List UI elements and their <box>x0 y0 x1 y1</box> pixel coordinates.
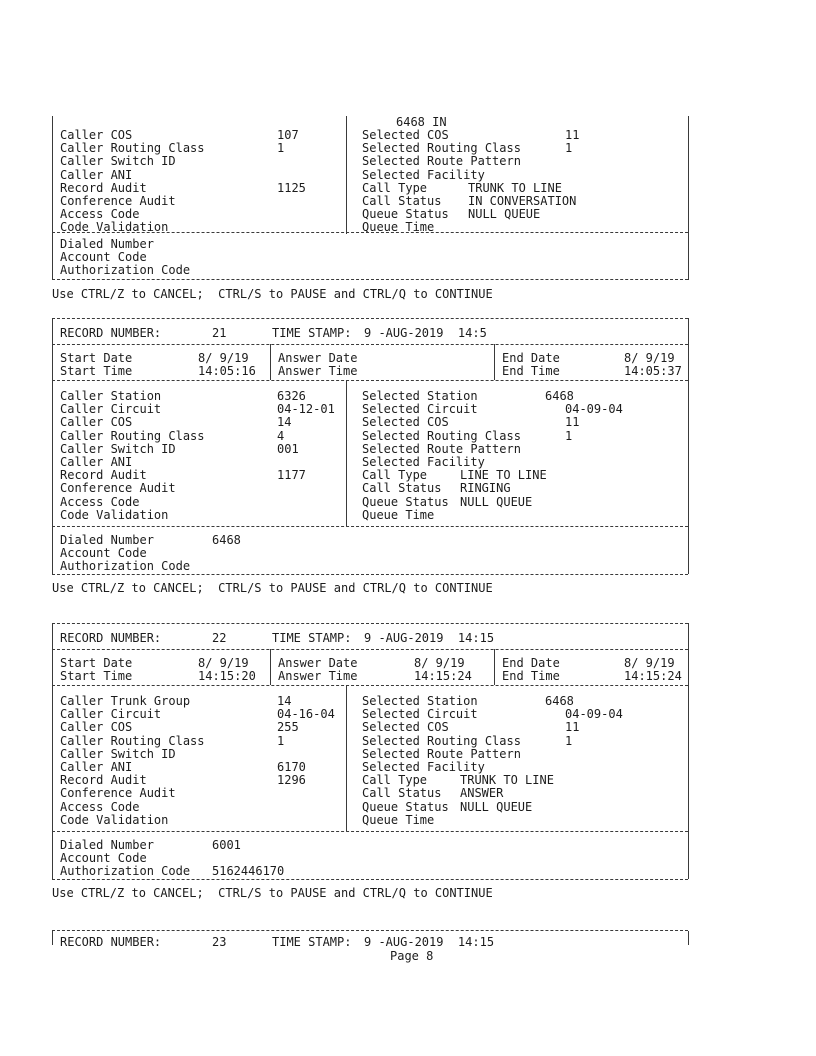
column-border <box>52 526 53 574</box>
record-number-label: RECORD NUMBER: <box>60 326 162 340</box>
field-value: ANSWER <box>460 786 504 801</box>
start-time-label: Start Time <box>60 364 133 379</box>
field-label: Dialed Number <box>60 237 154 251</box>
column-border <box>688 380 689 526</box>
end-date: 8/ 9/19 <box>624 656 675 670</box>
answer-time-label: Answer Time <box>278 364 358 379</box>
field-label: Caller Switch ID <box>60 441 176 456</box>
field-label: Dialed Number <box>60 838 154 852</box>
record-number: 22 <box>212 631 227 645</box>
field-value: TRUNK TO LINE <box>460 773 554 788</box>
field-label: Call Type <box>362 180 428 195</box>
field-label: Conference Audit <box>60 786 176 801</box>
field-value: 107 <box>277 128 299 142</box>
column-border <box>688 344 689 380</box>
field-label: Caller COS <box>60 128 133 142</box>
field-label: Queue Status <box>362 799 449 814</box>
dashed-divider <box>52 930 688 931</box>
field-value: 1125 <box>277 180 306 195</box>
column-border <box>52 685 53 831</box>
column-border <box>494 344 495 380</box>
field-label: Queue Status <box>362 494 449 509</box>
field-value: 1177 <box>277 468 306 483</box>
end-date: 8/ 9/19 <box>624 351 675 365</box>
field-label: Call Type <box>362 468 428 483</box>
column-border <box>270 344 271 380</box>
start-time: 14:15:20 <box>198 669 256 684</box>
dashed-divider <box>52 649 688 650</box>
field-label: Queue Status <box>362 207 449 222</box>
field-value: 14 <box>277 415 292 430</box>
column-border <box>52 649 53 685</box>
time-stamp-label: TIME STAMP: <box>272 631 352 645</box>
field-label: Account Code <box>60 250 147 265</box>
record-number-label: RECORD NUMBER: <box>60 935 162 949</box>
end-date-label: End Date <box>502 656 560 670</box>
field-label: Queue Time <box>362 220 435 235</box>
field-label: Record Audit <box>60 773 147 788</box>
end-time: 14:05:37 <box>624 364 682 379</box>
field-label: Selected Route Pattern <box>362 441 521 456</box>
field-label: Authorization Code <box>60 559 191 574</box>
column-border <box>688 623 689 649</box>
field-value: 1 <box>565 733 573 748</box>
answer-time-label: Answer Time <box>278 669 358 684</box>
column-border <box>52 623 53 649</box>
field-label: Selected Facility <box>362 455 485 469</box>
dashed-divider <box>52 318 688 319</box>
field-label: Authorization Code <box>60 263 191 278</box>
dashed-divider <box>52 344 688 345</box>
field-label: Caller Routing Class <box>60 733 205 748</box>
field-label: Selected COS <box>362 128 449 142</box>
field-value: 5162446170 <box>212 864 285 879</box>
field-value: 6468 <box>545 389 574 403</box>
field-value: 11 <box>565 720 580 735</box>
field-label: Code Validation <box>60 812 169 827</box>
column-border <box>688 116 689 234</box>
field-value: 04-09-04 <box>565 707 623 722</box>
field-label: Selected Facility <box>362 167 485 182</box>
dashed-divider <box>52 526 688 527</box>
field-label: Call Status <box>362 481 442 496</box>
field-label: Conference Audit <box>60 194 176 208</box>
field-value: NULL QUEUE <box>460 494 533 509</box>
end-time-label: End Time <box>502 364 560 379</box>
field-value: 11 <box>565 128 580 142</box>
field-value: IN CONVERSATION <box>468 194 577 208</box>
answer-date-label: Answer Date <box>278 656 358 670</box>
answer-date: 8/ 9/19 <box>414 656 465 670</box>
time-stamp-label: TIME STAMP: <box>272 326 352 340</box>
start-time-label: Start Time <box>60 669 133 684</box>
dashed-divider <box>52 879 688 880</box>
field-value: 6468 <box>212 533 241 547</box>
field-value: 4 <box>277 428 285 443</box>
field-label: Access Code <box>60 799 140 814</box>
answer-time: 14:15:24 <box>414 669 472 684</box>
field-label: Authorization Code <box>60 864 191 879</box>
selected-station-continued: 6468 IN <box>396 115 447 129</box>
field-value: LINE TO LINE <box>460 468 547 483</box>
field-label: Queue Time <box>362 812 435 827</box>
field-label: Caller ANI <box>60 760 133 774</box>
column-border <box>346 116 347 234</box>
column-border <box>688 685 689 831</box>
column-border <box>270 649 271 685</box>
field-label: Caller COS <box>60 720 133 735</box>
field-label: Caller Routing Class <box>60 428 205 443</box>
field-label: Selected Station <box>362 694 478 708</box>
dashed-divider <box>52 831 688 832</box>
field-label: Call Status <box>362 786 442 801</box>
field-label: Selected Station <box>362 389 478 403</box>
field-label: Caller COS <box>60 415 133 430</box>
field-label: Account Code <box>60 546 147 561</box>
field-label: Selected COS <box>362 720 449 735</box>
field-value: 1 <box>277 733 285 748</box>
field-value: 1 <box>277 141 285 156</box>
field-label: Selected Routing Class <box>362 141 521 156</box>
dashed-divider <box>52 623 688 624</box>
end-time: 14:15:24 <box>624 669 682 684</box>
column-border <box>688 318 689 344</box>
end-date-label: End Date <box>502 351 560 365</box>
dashed-divider <box>52 232 688 233</box>
field-label: Call Type <box>362 773 428 788</box>
field-label: Conference Audit <box>60 481 176 496</box>
field-label: Caller Circuit <box>60 402 162 417</box>
field-value: 001 <box>277 441 299 456</box>
page-number: Page 8 <box>390 949 434 963</box>
start-date: 8/ 9/19 <box>198 656 249 670</box>
column-border <box>52 318 53 344</box>
field-label: Account Code <box>60 851 147 866</box>
start-date-label: Start Date <box>60 351 133 365</box>
field-label: Record Audit <box>60 468 147 483</box>
field-value: 1 <box>565 428 573 443</box>
field-label: Selected Routing Class <box>362 428 521 443</box>
field-label: Dialed Number <box>60 533 154 547</box>
field-label: Selected Circuit <box>362 402 478 417</box>
field-label: Access Code <box>60 207 140 222</box>
field-label: Code Validation <box>60 220 169 235</box>
start-date: 8/ 9/19 <box>198 351 249 365</box>
field-label: Caller Trunk Group <box>60 694 191 708</box>
column-border <box>688 931 689 945</box>
field-value: 04-09-04 <box>565 402 623 417</box>
start-date-label: Start Date <box>60 656 133 670</box>
field-value: 04-16-04 <box>277 707 335 722</box>
record-number-label: RECORD NUMBER: <box>60 631 162 645</box>
field-value: TRUNK TO LINE <box>468 180 562 195</box>
field-label: Access Code <box>60 494 140 509</box>
dashed-divider <box>52 685 688 686</box>
field-label: Queue Time <box>362 507 435 522</box>
field-value: 14 <box>277 694 292 708</box>
field-value: 1296 <box>277 773 306 788</box>
dashed-divider <box>52 380 688 381</box>
field-label: Caller ANI <box>60 455 133 469</box>
continue-prompt: Use CTRL/Z to CANCEL; CTRL/S to PAUSE and CTRL/Q to CONTINUE <box>52 886 493 900</box>
field-value: 1 <box>565 141 573 156</box>
column-border <box>688 831 689 879</box>
field-label: Call Status <box>362 194 442 208</box>
field-value: NULL QUEUE <box>468 207 541 222</box>
time-stamp: 9 -AUG-2019 14:15 <box>364 631 495 645</box>
record-number: 21 <box>212 326 227 340</box>
field-label: Selected Routing Class <box>362 733 521 748</box>
time-stamp: 9 -AUG-2019 14:5 <box>364 326 487 340</box>
column-border <box>688 526 689 574</box>
field-value: NULL QUEUE <box>460 799 533 814</box>
field-value: 255 <box>277 720 299 735</box>
field-value: RINGING <box>460 481 511 496</box>
field-label: Caller ANI <box>60 167 133 182</box>
field-value: 6001 <box>212 838 241 852</box>
field-label: Record Audit <box>60 180 147 195</box>
time-stamp: 9 -AUG-2019 14:15 <box>364 935 495 949</box>
field-label: Caller Station <box>60 389 162 403</box>
field-label: Selected Route Pattern <box>362 154 521 169</box>
field-label: Caller Switch ID <box>60 154 176 169</box>
field-value: 6326 <box>277 389 306 403</box>
end-time-label: End Time <box>502 669 560 684</box>
field-value: 6170 <box>277 760 306 774</box>
dashed-divider <box>52 574 688 575</box>
field-value: 04-12-01 <box>277 402 335 417</box>
column-border <box>688 649 689 685</box>
record-number: 23 <box>212 935 227 949</box>
column-border <box>346 380 347 526</box>
answer-date-label: Answer Date <box>278 351 358 365</box>
field-label: Caller Circuit <box>60 707 162 722</box>
column-border <box>52 831 53 879</box>
field-value: 6468 <box>545 694 574 708</box>
field-label: Selected COS <box>362 415 449 430</box>
field-label: Selected Facility <box>362 760 485 774</box>
column-border <box>494 649 495 685</box>
column-border <box>52 931 53 945</box>
column-border <box>688 232 689 280</box>
column-border <box>52 344 53 380</box>
field-value: 11 <box>565 415 580 430</box>
dashed-divider <box>52 279 688 280</box>
column-border <box>52 116 53 234</box>
field-label: Selected Route Pattern <box>362 746 521 761</box>
field-label: Code Validation <box>60 507 169 522</box>
column-border <box>52 232 53 280</box>
column-border <box>52 380 53 526</box>
continue-prompt: Use CTRL/Z to CANCEL; CTRL/S to PAUSE and CTRL/Q to CONTINUE <box>52 287 493 301</box>
time-stamp-label: TIME STAMP: <box>272 935 352 949</box>
start-time: 14:05:16 <box>198 364 256 379</box>
field-label: Caller Switch ID <box>60 746 176 761</box>
field-label: Selected Circuit <box>362 707 478 722</box>
continue-prompt: Use CTRL/Z to CANCEL; CTRL/S to PAUSE and CTRL/Q to CONTINUE <box>52 581 493 595</box>
column-border <box>346 685 347 831</box>
field-label: Caller Routing Class <box>60 141 205 156</box>
